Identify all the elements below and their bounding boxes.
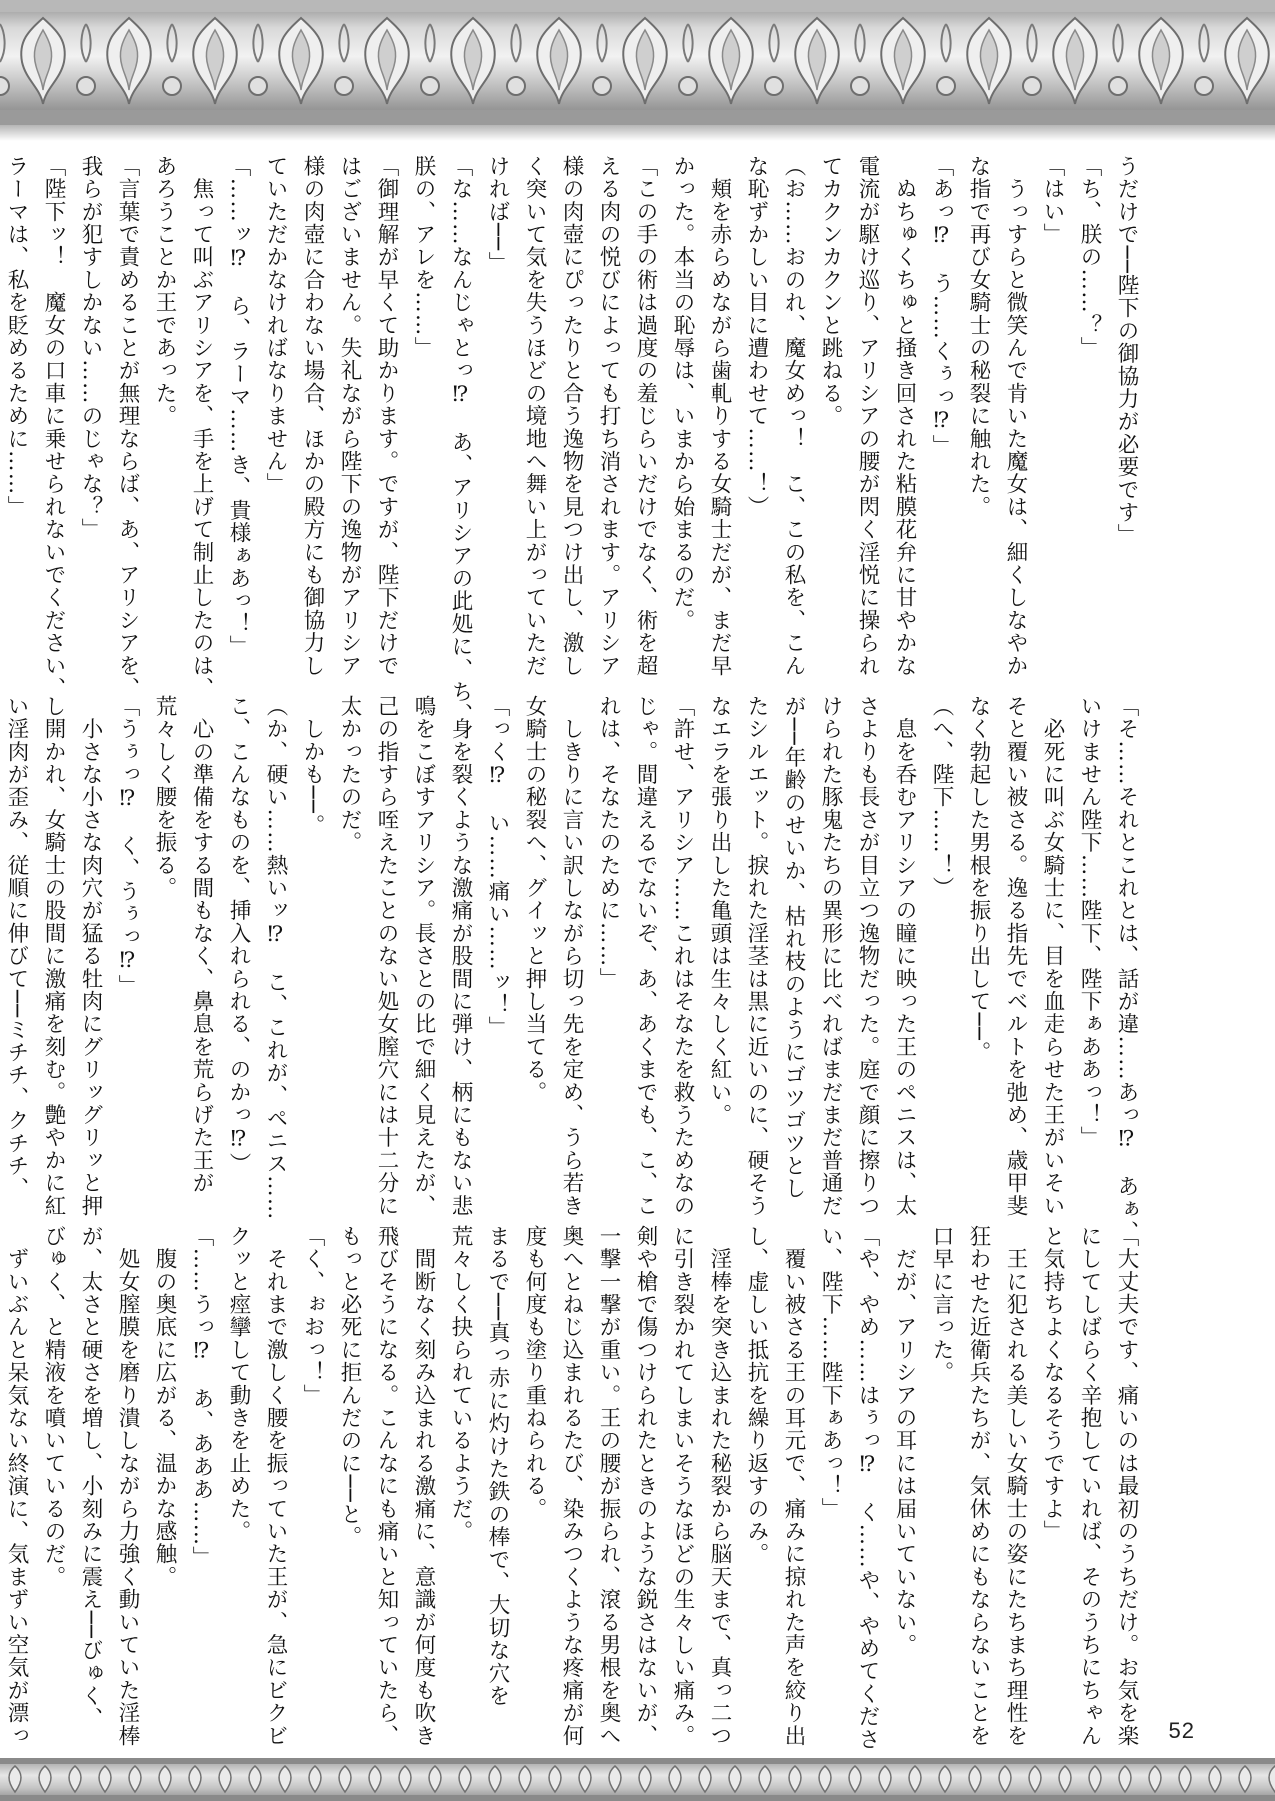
text-column: 荒々しく抉られているようだ。 — [448, 1225, 473, 1543]
text-column: 息を呑むアリシアの瞳に映った王のペニスは、太 — [892, 695, 917, 1218]
text-column: 「く、ぉおっ！」 — [300, 1225, 325, 1407]
text-column: 「許せ、アリシア……これはそなたを救うためなの — [670, 695, 695, 1218]
text-column: ラーマは、私を貶めるために……」 — [4, 155, 29, 519]
text-column: びゅく、と精液を噴いているのだ。 — [41, 1225, 66, 1589]
text-column: 処女膣膜を磨り潰しながら力強く動いていた淫棒 — [115, 1225, 140, 1748]
text-column: 必死に叫ぶ女騎士に、目を血走らせた王がいそい — [1040, 695, 1065, 1218]
text-column: ければ──」 — [485, 155, 510, 275]
text-column: 「あっ⁉ う……くぅっ⁉」 — [929, 155, 954, 458]
text-column: 「っく⁉ い……痛い……ッ！」 — [485, 695, 510, 1039]
text-column: と気持ちよくなるそうですよ」 — [1040, 1225, 1065, 1543]
text-block-top — [4, 155, 1145, 726]
text-column: 電流が駆け巡り、アリシアの腰が閃く淫悦に操られ — [855, 155, 880, 678]
text-column: し、虚しい抵抗を繰り返すのみ。 — [744, 1225, 769, 1566]
text-column: 口早に言った。 — [929, 1225, 954, 1384]
text-column: れは、そなたのために……」 — [596, 695, 621, 991]
text-column: しかも──。 — [300, 695, 325, 837]
text-column: 「……ッ⁉ ら、ラーマ……き、貴様ぁあっ！」 — [226, 155, 251, 658]
text-column: あろうことか王であった。 — [152, 155, 177, 428]
text-column: が、太さと硬さを増し、小刻みに震え──びゅく、 — [78, 1225, 103, 1730]
text-column: だが、アリシアの耳には届いていない。 — [892, 1225, 917, 1657]
text-column: 小さな小さな肉穴が猛る牡肉にグリッグリッと押 — [78, 695, 103, 1218]
text-column: 「ち、朕の……？」 — [1077, 155, 1102, 360]
text-column: 朕の、アレを……」 — [411, 155, 436, 360]
text-column: はございません。失礼ながら陛下の逸物がアリシア — [337, 155, 362, 678]
text-column: さよりも長さが目立つ逸物だった。庭で顔に擦りつ — [855, 695, 880, 1218]
text-column: 「そ……それとこれとは、話が違……あっ⁉ あぁ、 — [1114, 695, 1139, 1244]
text-column: なく勃起した男根を振り出して──。 — [966, 695, 991, 1064]
text-column: じゃ。間違えるでないぞ、あ、あくまでも、こ、こ — [633, 695, 658, 1218]
text-column: ていただかなければなりません」 — [263, 155, 288, 496]
text-column: にしてしばらく辛抱していれば、そのうちにちゃん — [1077, 1225, 1102, 1748]
text-column: く突いて気を失うほどの境地へ舞い上がっていただ — [522, 155, 547, 678]
text-column: 己の指すら咥えたことのない処女膣穴には十二分に — [374, 695, 399, 1218]
text-column: 心の準備をする間もなく、鼻息を荒らげた王が — [189, 695, 214, 1195]
text-column: える肉の悦びによっても打ち消されます。アリシア — [596, 155, 621, 678]
text-column: 覆い被さる王の耳元で、痛みに掠れた声を絞り出 — [781, 1225, 806, 1748]
text-column: 「うぅっ⁉ く、うぅっ⁉」 — [115, 695, 140, 998]
text-column: まるで──真っ赤に灼けた鉄の棒で、大切な穴を — [485, 1225, 510, 1708]
text-column: 鳴をこぼすアリシア。長さとの比で細く見えたが、 — [411, 695, 436, 1218]
text-column: そと覆い被さる。逸る指先でベルトを弛め、歳甲斐 — [1003, 695, 1028, 1218]
text-column: い淫肉が歪み、従順に伸びて──ミチチ、クチチ、 — [4, 695, 29, 1200]
text-column: 「言葉で責めることが無理ならば、あ、アリシアを、 — [115, 155, 140, 700]
text-column: なエラを張り出した亀頭は生々しく紅い。 — [707, 695, 732, 1127]
text-column: けられた豚鬼たちの異形に比べればまだまだ普通だ — [818, 695, 843, 1218]
text-column: な恥ずかしい目に遭わせて……！） — [744, 155, 769, 519]
text-column: ぬちゅくちゅと掻き回された粘膜花弁に甘やかな — [892, 155, 917, 678]
text-column: うっすらと微笑んで肯いた魔女は、細くしなやか — [1003, 155, 1028, 678]
text-column: 様の肉壺にぴったりと合う逸物を見つけ出し、激し — [559, 155, 584, 678]
text-column: 飛びそうになる。こんなにも痛いと知っていたら、 — [374, 1225, 399, 1748]
text-column: が──年齢のせいか、枯れ枝のようにゴツゴツとし — [781, 695, 806, 1200]
text-column: たシルエット。捩れた淫茎は黒に近いのに、硬そう — [744, 695, 769, 1218]
text-column: かった。本当の恥辱は、いまから始まるのだ。 — [670, 155, 695, 632]
text-column: 「な……なんじゃとっ⁉ あ、アリシアの此処に、ち、 — [448, 155, 473, 726]
page-number: 52 — [1168, 1718, 1195, 1743]
top-border-shadow — [0, 125, 1275, 141]
text-column: 度も何度も塗り重ねられる。 — [522, 1225, 547, 1521]
text-column: 我らが犯すしかない……のじゃな？」 — [78, 155, 103, 541]
text-column: もっと必死に拒んだのに──と。 — [337, 1225, 362, 1549]
text-column: 荒々しく腰を振る。 — [152, 695, 177, 900]
text-column: （へ、陛下……！） — [929, 695, 954, 900]
text-column: 淫棒を突き込まれた秘裂から脳天まで、真っ二つ — [707, 1225, 732, 1748]
text-column: 太かったのだ。 — [337, 695, 362, 854]
text-column: 「や、やめ……はぅっ⁉ く……や、やめてくださ — [855, 1225, 880, 1751]
text-block-middle — [4, 695, 1145, 1244]
text-column: に引き裂かれてしまいそうなほどの生々しい痛み。 — [670, 1225, 695, 1748]
text-column: 「……うっ⁉ あ、あああ……」 — [189, 1225, 214, 1569]
text-column: い、陛下……陛下ぁあっ！」 — [818, 1225, 843, 1521]
text-column: （か、硬い……熱いッ⁉ こ、これが、ペニス…… — [263, 695, 288, 1221]
text-column: 焦って叫ぶアリシアを、手を上げて制止したのは、 — [189, 155, 214, 700]
text-column: 剣や槍で傷つけられたときのような鋭さはないが、 — [633, 1225, 658, 1748]
text-column: それまで激しく腰を振っていた王が、急にビクビ — [263, 1225, 288, 1748]
bottom-ornament-icon — [0, 1758, 1275, 1801]
text-column: 間断なく刻み込まれる激痛に、意識が何度も吹き — [411, 1225, 436, 1748]
text-column: うだけで──陛下の御協力が必要です」 — [1114, 155, 1139, 547]
text-column: 狂わせた近衛兵たちが、気休めにもならないことを — [966, 1225, 991, 1748]
text-column: てカクンカクンと跳ねる。 — [818, 155, 843, 428]
text-column: ずいぶんと呆気ない終演に、気まずい空気が漂っ — [4, 1225, 29, 1748]
ornament-pattern-icon — [0, 0, 1275, 125]
text-column: 一撃一撃が重い。王の腰が振られ、滾る男根を奥へ — [596, 1225, 621, 1748]
ornamental-bottom-border — [0, 1758, 1275, 1801]
text-column: クッと痙攣して動きを止めた。 — [226, 1225, 251, 1543]
text-column: な指で再び女騎士の秘裂に触れた。 — [966, 155, 991, 519]
text-column: 様の肉壺に合わない場合、ほかの殿方にも御協力し — [300, 155, 325, 678]
text-column: いけません陛下……陛下、陛下ぁああっ！」 — [1077, 695, 1102, 1149]
ornamental-top-border — [0, 0, 1275, 125]
text-column: し開かれ、女騎士の股間に激痛を刻む。艶やかに紅 — [41, 695, 66, 1218]
text-column: 「大丈夫です、痛いのは最初のうちだけ。お気を楽 — [1114, 1225, 1139, 1748]
text-column: しきりに言い訳しながら切っ先を定め、うら若き — [559, 695, 584, 1218]
text-column: 頬を赤らめながら歯軋りする女騎士だが、まだ早 — [707, 155, 732, 678]
text-column: （お……おのれ、魔女めっ！ こ、この私を、こん — [781, 155, 806, 678]
text-column: 王に犯される美しい女騎士の姿にたちまち理性を — [1003, 1225, 1028, 1748]
text-column: こ、こんなものを、挿入れられる、のかっ⁉） — [226, 695, 251, 1176]
text-column: 奥へとねじ込まれるたび、染みつくような疼痛が何 — [559, 1225, 584, 1748]
text-column: 「はい」 — [1040, 155, 1065, 246]
text-column: 腹の奥底に広がる、温かな感触。 — [152, 1225, 177, 1589]
text-column: 女騎士の秘裂へ、グイッと押し当てる。 — [522, 695, 547, 1104]
text-block-bottom — [4, 1225, 1145, 1751]
text-column: 身を裂くような激痛が股間に弾け、柄にもない悲 — [448, 695, 473, 1218]
text-column: 「この手の術は過度の羞じらいだけでなく、術を超 — [633, 155, 658, 678]
text-column: 「御理解が早くて助かります。ですが、陛下だけで — [374, 155, 399, 678]
text-column: 「陛下ッ！ 魔女の口車に乗せられないでください、 — [41, 155, 66, 700]
